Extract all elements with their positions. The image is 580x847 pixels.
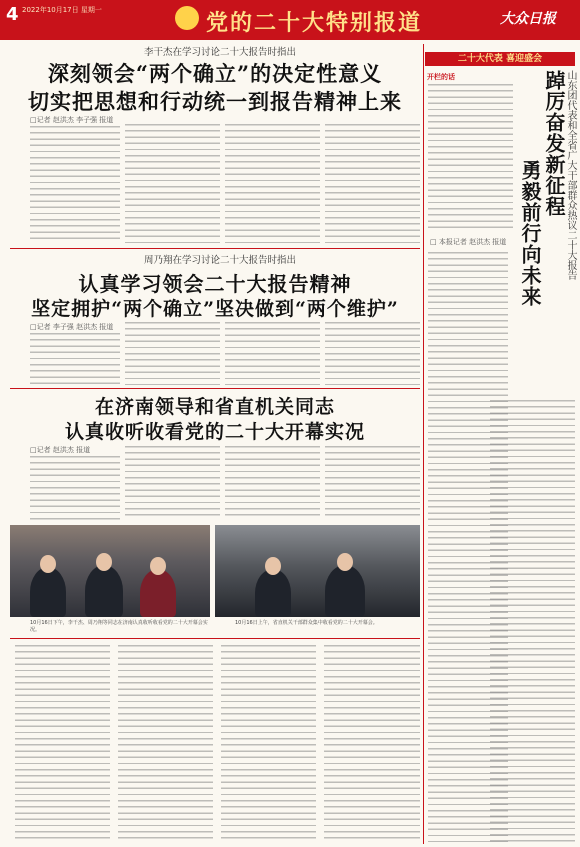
- date-line: 2022年10月17日 星期一: [22, 6, 102, 14]
- photo-meeting-left: [10, 525, 210, 617]
- bottom-column-1: [15, 645, 110, 840]
- divider: [10, 638, 420, 639]
- article2-column-2: [125, 322, 220, 385]
- column-label: 开栏的话: [427, 73, 455, 81]
- article1-title-line2: 切实把思想和行动统一到报告精神上来: [28, 89, 402, 114]
- person-figure: [140, 569, 176, 617]
- article3-column-4: [325, 446, 420, 520]
- bottom-column-3: [221, 645, 316, 840]
- party-emblem-icon: [175, 6, 199, 30]
- sidebar-headline-b: 勇毅前行向未来: [518, 160, 542, 307]
- article3-column-1: [30, 456, 120, 520]
- divider: [10, 248, 420, 249]
- bottom-column-2: [118, 645, 213, 840]
- person-figure: [325, 565, 365, 617]
- article1-column-1: [30, 126, 120, 244]
- photo-caption-left: 10月16日下午，李干杰、周乃翔等同志在济南认真收听收看党的二十大开幕会实况。: [30, 620, 208, 633]
- article1-column-4: [325, 124, 420, 244]
- article2-title-line2: 坚定拥护“两个确立”坚决做到“两个维护”: [31, 298, 399, 320]
- person-face: [40, 555, 56, 573]
- person-face: [150, 557, 166, 575]
- person-figure: [255, 569, 291, 617]
- sidebar-tag: 二十大代表 喜迎盛会: [425, 52, 575, 66]
- article2-subtitle: 周乃翔在学习讨论二十大报告时指出: [143, 255, 296, 266]
- article2-title-line1: 认真学习领会二十大报告精神: [78, 272, 352, 296]
- page-number: 4: [6, 4, 19, 25]
- person-face: [337, 553, 353, 571]
- person-face: [96, 553, 112, 571]
- person-figure: [30, 567, 66, 617]
- column-rule: [423, 44, 424, 844]
- article3-title-line1: 在济南领导和省直机关同志: [94, 396, 335, 418]
- article2-byline: □记者 李子强 赵洪杰 报道: [30, 323, 114, 331]
- banner-title: 党的二十大特别报道: [206, 10, 423, 36]
- masthead-logo: 大众日报: [500, 11, 556, 27]
- divider: [10, 388, 420, 389]
- photo-meeting-right: [215, 525, 420, 617]
- sidebar-headline-a: 踔厉奋发新征程: [542, 70, 566, 217]
- article2-column-3: [225, 322, 320, 385]
- article1-column-3: [225, 124, 320, 244]
- article1-subtitle: 李干杰在学习讨论二十大报告时指出: [143, 47, 296, 58]
- article3-byline: □记者 赵洪杰 报道: [30, 446, 91, 454]
- sidebar-byline: □ 本报记者 赵洪杰 报道: [430, 238, 507, 246]
- person-figure: [85, 565, 123, 617]
- sidebar-column-2: [490, 400, 575, 842]
- bottom-column-4: [324, 645, 420, 840]
- article2-column-4: [325, 322, 420, 385]
- article3-column-3: [225, 446, 320, 520]
- person-face: [265, 557, 281, 575]
- article3-title-line2: 认真收听收看党的二十大开幕实况: [64, 421, 365, 443]
- article1-byline: □记者 赵洪杰 李子强 报道: [30, 116, 114, 124]
- article3-column-2: [125, 446, 220, 520]
- article1-column-2: [125, 124, 220, 244]
- sidebar-kicker: 山东团代表和全省广大干部群众热议二十大报告: [565, 70, 576, 280]
- photo-caption-right: 10月16日上午，省直机关干部群众集中收看党的二十大开幕会。: [235, 620, 378, 626]
- article2-column-1: [30, 333, 120, 385]
- sidebar-intro-text: [428, 84, 513, 232]
- article1-title-line1: 深刻领会“两个确立”的决定性意义: [47, 61, 383, 86]
